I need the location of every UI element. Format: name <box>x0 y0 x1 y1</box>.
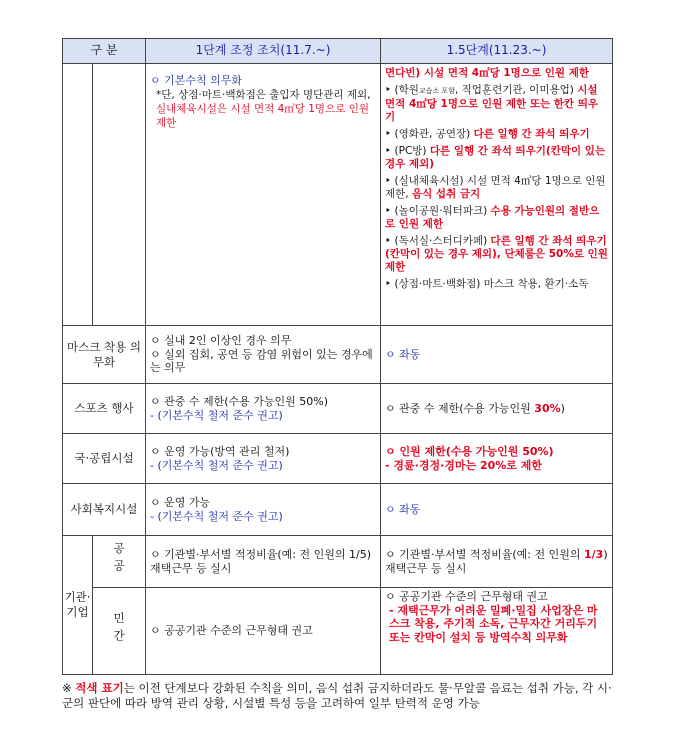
sports-rule-1: ㅇ 관중 수 제한(수용 가능인원 50%) <box>150 395 329 408</box>
row-sublabel-empty <box>93 64 146 326</box>
public-rule-3: ㅇ 인원 제한(수용 가능인원 50%) <box>385 445 554 458</box>
stage15-welfare-cell: ㅇ 좌동 <box>381 484 613 536</box>
sub-label-public-text: 공공 <box>112 542 126 577</box>
list-item: ‣ (독서실·스터디카페) 다른 일행 간 좌석 띄우기(칸막이 있는 경우 제외), 단체룸은 50%로 인원 제한 <box>385 235 608 273</box>
row-label-organizations: 기관·기업 <box>63 536 93 675</box>
row-label-sports: 스포츠 행사 <box>63 384 146 434</box>
table-row <box>63 64 613 326</box>
mask-rule-1: ㅇ 실내 2인 이상인 경우 의무 <box>150 334 292 348</box>
welfare-rule-2: - (기본수칙 철저 준수 권고) <box>150 509 283 523</box>
footnote: ※ 적색 표기는 이전 단계보다 강화된 수칙을 의미, 음식 섭취 금지하더라도 물·무알콜 음료는 섭취 가능, 각 시·군의 판단에 따라 방역 관리 상황, 시설별 특성 등을 고려하여 일부 탄력적 운영 가능 <box>62 681 612 710</box>
public-rule-4: - 경륜·경정·경마는 20%로 제한 <box>385 458 542 472</box>
stage1-public-cell <box>146 434 381 484</box>
private-rule-1: ㅇ 공공기관 수준의 근무형태 권고 <box>385 590 548 603</box>
header-row <box>63 39 613 64</box>
stage15-facilities-cell <box>381 64 613 326</box>
mask-rule-2: ㅇ 실외 집회, 공연 등 감염 위험이 있는 경우에는 의무 <box>150 347 373 375</box>
stage15-private-org-cell <box>381 588 613 675</box>
row-label-welfare: 사회복지시설 <box>63 484 146 536</box>
list-item: ‣ (상점·마트·백화점) 마스크 착용, 환기·소독 <box>385 278 589 290</box>
exception-note-a: *단, 상점·마트·백화점은 출입자 명단관리 제외, <box>156 88 371 101</box>
stage1-welfare-cell <box>146 484 381 536</box>
row-label-empty <box>63 64 93 326</box>
sub-label-public <box>93 536 146 588</box>
exception-note <box>150 88 376 130</box>
list-item: ‣ (실내체육시설) 시설 면적 4㎡당 1명으로 인원 제한, 음식 섭취 금지 <box>385 175 606 200</box>
policy-table <box>62 38 613 675</box>
public-rule-2: - (기본수칙 철저 준수 권고) <box>150 458 283 472</box>
welfare-rule-1: ㅇ 운영 가능 <box>150 496 211 509</box>
table-row <box>63 484 613 536</box>
stage1-private-org-cell: ㅇ 공공기관 수준의 근무형태 권고 <box>146 588 381 675</box>
basic-rule-text: ㅇ 기본수칙 의무화 <box>150 74 243 87</box>
table-row <box>63 588 613 675</box>
table-row <box>63 326 613 384</box>
stage1-sports-cell <box>146 384 381 434</box>
list-item: ‣ (영화관, 공연장) 다른 일행 간 좌석 띄우기 <box>385 128 590 140</box>
table-row <box>63 536 613 588</box>
list-item: ‣ (PC방) 다른 일행 간 좌석 띄우기(칸막이 있는 경우 제외) <box>385 145 606 170</box>
stage15-public-org-cell: ㅇ 기관별·부서별 적정비율(예: 전 인원의 1/3) 재택근무 등 실시 <box>381 536 613 588</box>
list-item: ‣ (학원교습소 포함, 직업훈련기관, 이미용업) 시설 면적 4㎡당 1명으로 인원 제한 또는 한칸 띄우기 <box>385 84 598 123</box>
public-rule-1: ㅇ 운영 가능(방역 관리 철저) <box>150 445 290 458</box>
table-row <box>63 434 613 484</box>
row-label-mask: 마스크 착용 의무화 <box>63 326 146 384</box>
list-item: ‣ (놀이공원·워터파크) 수용 가능인원의 절반으로 인원 제한 <box>385 205 600 230</box>
header-stage1: 1단계 조정 조치(11.7.~) <box>146 39 381 64</box>
stage15-public-cell <box>381 434 613 484</box>
sub-label-private <box>93 588 146 675</box>
header-stage15: 1.5단계(11.23.~) <box>381 39 613 64</box>
policy-table-wrapper <box>62 38 612 675</box>
header-category: 구 분 <box>63 39 146 64</box>
stage1-mask-cell <box>146 326 381 384</box>
stage1-public-org-cell: ㅇ 기관별·부서별 적정비율(예: 전 인원의 1/5) 재택근무 등 실시 <box>146 536 381 588</box>
stage15-sports-cell: ㅇ 관중 수 제한(수용 가능인원 30%) <box>381 384 613 434</box>
stage15-mask-cell: ㅇ 좌동 <box>381 326 613 384</box>
sports-rule-2: - (기본수칙 철저 준수 권고) <box>150 408 283 422</box>
private-rule-2: - 재택근무가 어려운 밀폐·밀집 사업장은 마스크 착용, 주기적 소독, 근무자간 거리두기 또는 칸막이 설치 등 방역수칙 의무화 <box>389 603 598 644</box>
row-label-public-facilities: 국·공립시설 <box>63 434 146 484</box>
stage1-facilities-cell <box>146 64 381 326</box>
list-item: 면다빈) 시설 면적 4㎡당 1명으로 인원 제한 <box>385 67 589 79</box>
table-row <box>63 384 613 434</box>
exception-note-b: 실내체육시설은 시설 면적 4㎡당 1명으로 인원 제한 <box>156 102 369 129</box>
sub-label-private-text: 민간 <box>112 611 126 647</box>
